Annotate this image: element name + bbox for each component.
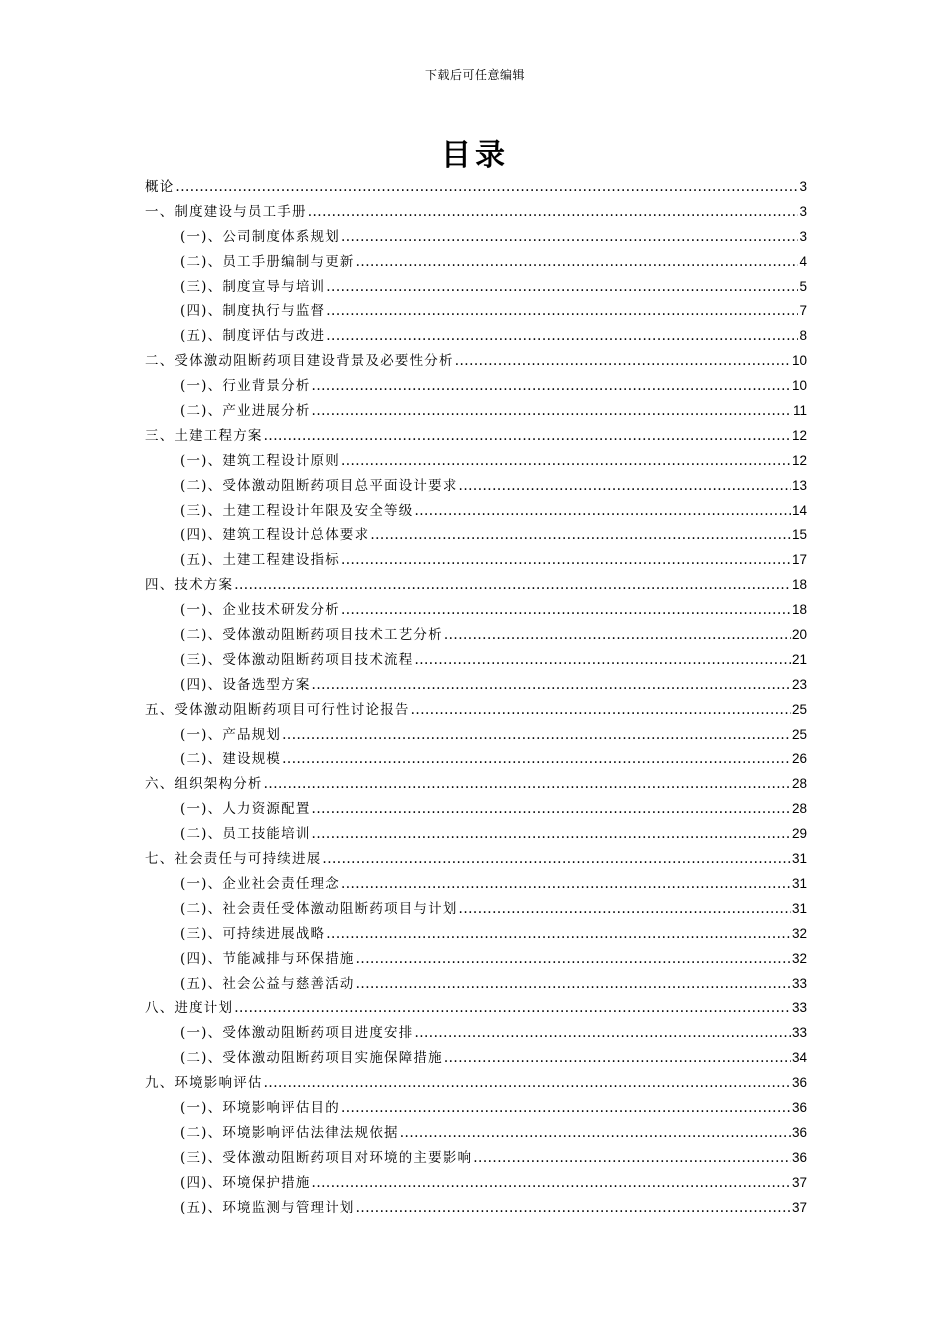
toc-dot-leader [312,1175,791,1191]
toc-entry-label: 七、社会责任与可持续进展 [145,851,322,868]
page-title: 目录 [441,138,509,173]
toc-page-number: 14 [791,502,807,518]
toc-dot-leader [414,503,791,519]
toc-entry-label: (二)、受体激动阻断药项目实施保障措施 [180,1050,443,1067]
toc-subentry[interactable] [145,523,807,548]
toc-subentry[interactable] [145,548,807,573]
toc-dot-leader [414,1025,791,1041]
toc-dot-leader [341,1100,791,1116]
toc-entry-label: 六、组织架构分析 [145,776,263,793]
toc-page-number: 36 [791,1075,807,1091]
toc-dot-leader [341,602,791,618]
toc-entry-label: (三)、可持续进展战略 [180,925,326,942]
toc-entry-label: 概论 [145,179,175,195]
toc-page-number: 12 [791,427,807,443]
toc-dot-leader [473,1150,791,1166]
toc-subentry[interactable] [145,1196,807,1221]
toc-entry-label: (四)、环境保护措施 [180,1174,311,1191]
toc-page-number: 37 [791,1199,807,1215]
toc-dot-leader [341,876,791,892]
toc-dot-leader [459,901,791,917]
toc-dot-leader [234,1000,791,1016]
toc-entry-label: (五)、环境监测与管理计划 [180,1199,355,1216]
toc-dot-leader [444,627,791,643]
toc-entry-label: (二)、建设规模 [180,751,282,768]
toc-page-number: 28 [791,776,807,792]
toc-entry-label: 三、土建工程方案 [145,427,263,444]
toc-page-number: 28 [791,801,807,817]
toc-entry-label: (四)、建筑工程设计总体要求 [180,527,370,544]
toc-subentry[interactable] [145,374,807,399]
toc-entry-label: 四、技术方案 [145,577,234,594]
toc-subentry[interactable] [145,872,807,897]
toc-subentry[interactable] [145,1171,807,1196]
toc-entry-label: (一)、企业技术研发分析 [180,602,340,619]
toc-subentry[interactable] [145,897,807,922]
toc-entry[interactable] [145,847,807,872]
toc-page-number: 37 [791,1174,807,1190]
toc-dot-leader [312,378,791,394]
toc-page-number: 36 [791,1099,807,1115]
toc-page-number: 23 [791,676,807,692]
toc-entry-label: (五)、制度评估与改进 [180,328,326,345]
toc-entry[interactable] [145,200,807,225]
toc-subentry[interactable] [145,1146,807,1171]
toc-entry-label: (一)、人力资源配置 [180,801,311,818]
toc-page-number: 18 [791,577,807,593]
toc-page-number: 25 [791,701,807,717]
toc-subentry[interactable] [145,1121,807,1146]
toc-dot-leader [326,303,798,319]
toc-entry[interactable] [145,1071,807,1096]
toc-subentry[interactable] [145,275,807,300]
toc-page-number: 32 [791,925,807,941]
toc-subentry[interactable] [145,250,807,275]
toc-entry-label: (二)、产业进展分析 [180,403,311,420]
toc-entry-label: 一、制度建设与员工手册 [145,203,307,220]
toc-entry-label: (三)、受体激动阻断药项目对环境的主要影响 [180,1149,473,1166]
toc-entry-label: 八、进度计划 [145,1000,234,1017]
toc-dot-leader [322,851,791,867]
toc-dot-leader [341,453,791,469]
toc-subentry[interactable] [145,1046,807,1071]
toc-page-number: 15 [791,527,807,543]
toc-entry-label: (二)、员工手册编制与更新 [180,253,355,270]
page-header: 下载后可任意编辑 [424,68,525,82]
toc-page-number: 26 [791,751,807,767]
toc-dot-leader [356,976,791,992]
toc-entry-label: (一)、建筑工程设计原则 [180,452,340,469]
toc-dot-leader [312,403,792,419]
toc-page-number: 33 [791,1000,807,1016]
table-of-contents [145,175,807,1220]
toc-entry[interactable] [145,573,807,598]
toc-dot-leader [175,179,798,195]
toc-subentry[interactable] [145,723,807,748]
toc-entry-label: (五)、社会公益与慈善活动 [180,975,355,992]
toc-page-number: 10 [791,353,807,369]
toc-dot-leader [308,204,799,220]
toc-subentry[interactable] [145,598,807,623]
toc-dot-leader [312,801,791,817]
toc-dot-leader [411,702,791,718]
toc-dot-leader [356,951,791,967]
toc-page-number: 17 [791,552,807,568]
toc-dot-leader [282,751,791,767]
toc-dot-leader [326,328,798,344]
toc-page-number: 29 [791,826,807,842]
toc-entry-label: (一)、产品规划 [180,726,282,743]
toc-page-number: 12 [791,452,807,468]
toc-page-number: 36 [791,1124,807,1140]
toc-subentry[interactable] [145,623,807,648]
toc-dot-leader [341,552,791,568]
toc-page-number: 31 [791,875,807,891]
toc-dot-leader [341,229,799,245]
toc-entry-label: (一)、公司制度体系规划 [180,228,340,245]
toc-entry[interactable] [145,772,807,797]
toc-subentry[interactable] [145,648,807,673]
toc-entry-label: (五)、土建工程建设指标 [180,552,340,569]
toc-subentry[interactable] [145,822,807,847]
toc-subentry[interactable] [145,449,807,474]
toc-entry-label: (三)、土建工程设计年限及安全等级 [180,502,414,519]
toc-entry-label: 五、受体激动阻断药项目可行性讨论报告 [145,701,410,718]
toc-entry-label: (二)、环境影响评估法律法规依据 [180,1124,399,1141]
toc-dot-leader [282,727,791,743]
toc-subentry[interactable] [145,499,807,524]
toc-page-number: 36 [791,1149,807,1165]
toc-entry-label: (四)、节能减排与环保措施 [180,950,355,967]
toc-page-number: 3 [799,228,807,244]
toc-dot-leader [234,577,791,593]
toc-page-number: 34 [791,1050,807,1066]
toc-entry-label: (四)、设备选型方案 [180,676,311,693]
toc-page-number: 7 [799,303,807,319]
toc-page-number: 8 [799,328,807,344]
toc-subentry[interactable] [145,947,807,972]
toc-entry-label: (二)、受体激动阻断药项目总平面设计要求 [180,477,458,494]
toc-entry-label: 二、受体激动阻断药项目建设背景及必要性分析 [145,353,454,370]
toc-dot-leader [356,1200,791,1216]
toc-dot-leader [414,652,791,668]
toc-entry-label: (二)、受体激动阻断药项目技术工艺分析 [180,627,443,644]
toc-page-number: 20 [791,627,807,643]
toc-dot-leader [455,353,791,369]
toc-page-number: 18 [791,602,807,618]
toc-page-number: 33 [791,1025,807,1041]
toc-entry[interactable] [145,424,807,449]
toc-entry-label: (二)、社会责任受体激动阻断药项目与计划 [180,900,458,917]
toc-entry[interactable] [145,698,807,723]
toc-dot-leader [326,279,798,295]
toc-page-number: 33 [791,975,807,991]
toc-page-number: 4 [799,253,807,269]
toc-subentry[interactable] [145,399,807,424]
toc-entry[interactable] [145,996,807,1021]
toc-dot-leader [356,254,799,270]
toc-entry-label: (一)、环境影响评估目的 [180,1099,340,1116]
toc-dot-leader [459,478,791,494]
toc-subentry[interactable] [145,747,807,772]
toc-dot-leader [444,1050,791,1066]
toc-entry-label: (二)、员工技能培训 [180,826,311,843]
toc-dot-leader [264,1075,791,1091]
toc-subentry[interactable] [145,324,807,349]
toc-dot-leader [264,428,791,444]
toc-subentry[interactable] [145,922,807,947]
toc-page-number: 32 [791,950,807,966]
toc-entry[interactable] [145,175,807,200]
toc-subentry[interactable] [145,1096,807,1121]
toc-dot-leader [312,677,791,693]
toc-page-number: 31 [791,900,807,916]
toc-subentry[interactable] [145,972,807,997]
toc-entry-label: (四)、制度执行与监督 [180,303,326,320]
toc-entry-label: (一)、行业背景分析 [180,378,311,395]
toc-entry[interactable] [145,349,807,374]
toc-dot-leader [400,1125,791,1141]
toc-dot-leader [312,826,791,842]
toc-page-number: 10 [791,378,807,394]
toc-entry-label: (三)、制度宣导与培训 [180,278,326,295]
toc-subentry[interactable] [145,797,807,822]
toc-dot-leader [326,926,791,942]
toc-dot-leader [264,776,791,792]
toc-page-number: 3 [799,203,807,219]
toc-entry-label: (一)、受体激动阻断药项目进度安排 [180,1025,414,1042]
toc-page-number: 13 [791,477,807,493]
toc-subentry[interactable] [145,299,807,324]
toc-subentry[interactable] [145,673,807,698]
toc-page-number: 25 [791,726,807,742]
toc-subentry[interactable] [145,225,807,250]
toc-entry-label: 九、环境影响评估 [145,1075,263,1092]
toc-subentry[interactable] [145,474,807,499]
toc-dot-leader [370,527,791,543]
toc-entry-label: (三)、受体激动阻断药项目技术流程 [180,651,414,668]
toc-page-number: 11 [792,403,807,419]
toc-page-number: 31 [791,851,807,867]
toc-entry-label: (一)、企业社会责任理念 [180,875,340,892]
toc-page-number: 3 [799,179,807,194]
toc-page-number: 5 [799,278,807,294]
toc-page-number: 21 [791,651,807,667]
toc-subentry[interactable] [145,1021,807,1046]
